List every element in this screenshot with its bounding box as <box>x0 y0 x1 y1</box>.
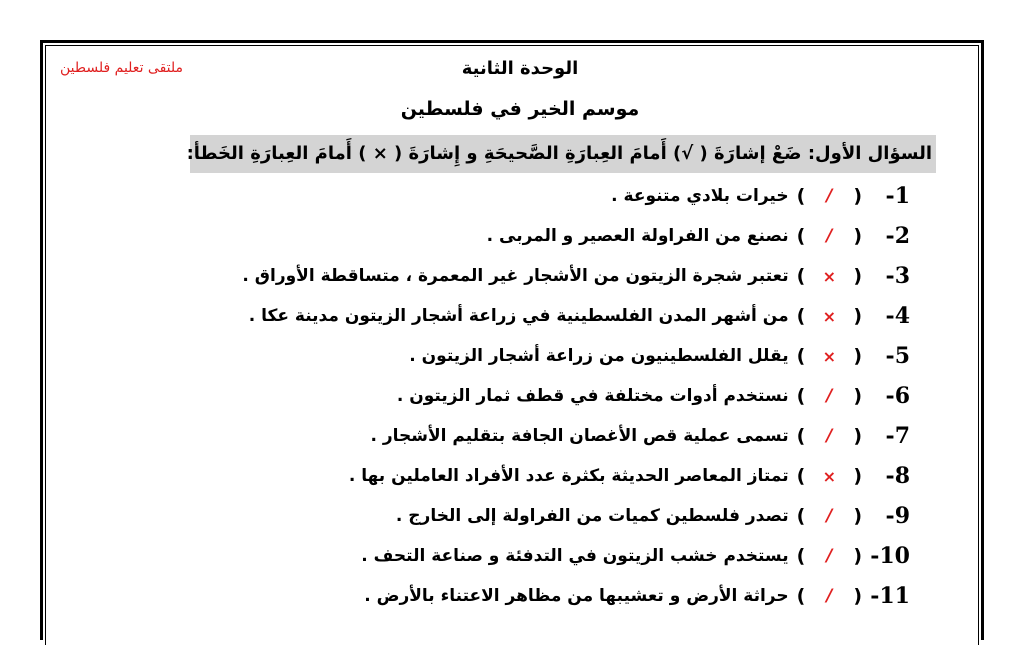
statement-text: تعتبر شجرة الزيتون من الأشجار غير المعمرة ، متساقطة الأوراق . <box>242 266 789 286</box>
statement-item <box>371 420 911 452</box>
correct-mark[interactable]: / <box>826 586 833 606</box>
item-number: 4- <box>885 303 910 329</box>
item-number: 10- <box>870 543 910 569</box>
unit-title: الوحدة الثانية <box>461 58 579 79</box>
wrong-mark[interactable]: × <box>822 266 837 286</box>
item-number: 3- <box>885 263 910 289</box>
statement-item <box>349 460 910 492</box>
statement-text: تصدر فلسطين كميات من الفراولة إلى الخارج . <box>395 506 789 526</box>
close-paren: ) <box>796 225 806 247</box>
statement-text: تسمى عملية قص الأغصان الجافة بتقليم الأشجار . <box>370 426 789 446</box>
close-paren: ) <box>796 385 806 407</box>
wrong-mark[interactable]: × <box>822 466 837 486</box>
correct-mark[interactable]: / <box>826 226 833 246</box>
statement-item <box>409 340 910 372</box>
statement-text: خيرات بلادي متنوعة . <box>611 186 789 206</box>
open-paren: ( <box>853 265 862 287</box>
close-paren: ) <box>796 585 806 607</box>
open-paren: ( <box>853 465 862 487</box>
item-number: 11- <box>870 583 910 609</box>
statement-item <box>249 300 910 332</box>
close-paren: ) <box>796 465 806 487</box>
statement-text: يقلل الفلسطينيون من زراعة أشجار الزيتون . <box>409 346 789 366</box>
statement-item <box>397 380 910 412</box>
close-paren: ) <box>796 545 806 567</box>
question-heading: السؤال الأول: ضَعْ إشارَةَ ( √) أَمامَ العِبارَةِ الصَّحيحَةِ و إِشارَةَ ( × ) أَمامَ العِبارَةِ الخَطأ: <box>190 135 936 173</box>
item-number: 7- <box>885 423 910 449</box>
statement-item <box>611 180 910 212</box>
correct-mark[interactable]: / <box>826 506 833 526</box>
item-number: 6- <box>885 383 910 409</box>
open-paren: ( <box>853 505 862 527</box>
open-paren: ( <box>853 185 862 207</box>
item-number: 2- <box>885 223 910 249</box>
close-paren: ) <box>796 265 806 287</box>
close-paren: ) <box>796 185 806 207</box>
open-paren: ( <box>853 225 862 247</box>
correct-mark[interactable]: / <box>826 426 833 446</box>
wrong-mark[interactable]: × <box>822 306 837 326</box>
open-paren: ( <box>853 425 862 447</box>
correct-mark[interactable]: / <box>826 386 833 406</box>
statement-text: تمتاز المعاصر الحديثة بكثرة عدد الأفراد العاملين بها . <box>348 466 789 486</box>
correct-mark[interactable]: / <box>826 186 833 206</box>
statement-item <box>396 500 910 532</box>
item-number: 9- <box>885 503 910 529</box>
statement-text: يستخدم خشب الزيتون في التدفئة و صناعة التحف . <box>361 546 789 566</box>
site-label: ملتقى تعليم فلسطين <box>60 60 184 76</box>
statement-item <box>487 220 910 252</box>
open-paren: ( <box>853 305 862 327</box>
statement-text: من أشهر المدن الفلسطينية في زراعة أشجار الزيتون مدينة عكا . <box>248 306 789 326</box>
statement-item <box>364 580 910 612</box>
item-number: 1- <box>885 183 910 209</box>
correct-mark[interactable]: / <box>826 546 833 566</box>
statement-text: حراثة الأرض و تعشيبها من مظاهر الاعتناء بالأرض . <box>364 586 789 606</box>
open-paren: ( <box>853 385 862 407</box>
open-paren: ( <box>853 545 862 567</box>
statement-item <box>242 260 910 292</box>
statement-item <box>361 540 910 572</box>
close-paren: ) <box>796 345 806 367</box>
statement-text: نصنع من الفراولة العصير و المربى . <box>486 226 789 246</box>
close-paren: ) <box>796 305 806 327</box>
open-paren: ( <box>853 345 862 367</box>
close-paren: ) <box>796 505 806 527</box>
open-paren: ( <box>853 585 862 607</box>
item-number: 5- <box>885 343 910 369</box>
wrong-mark[interactable]: × <box>822 346 837 366</box>
statement-text: نستخدم أدوات مختلفة في قطف ثمار الزيتون . <box>396 386 789 406</box>
lesson-title: موسم الخير في فلسطين <box>400 98 640 120</box>
close-paren: ) <box>796 425 806 447</box>
item-number: 8- <box>885 463 910 489</box>
